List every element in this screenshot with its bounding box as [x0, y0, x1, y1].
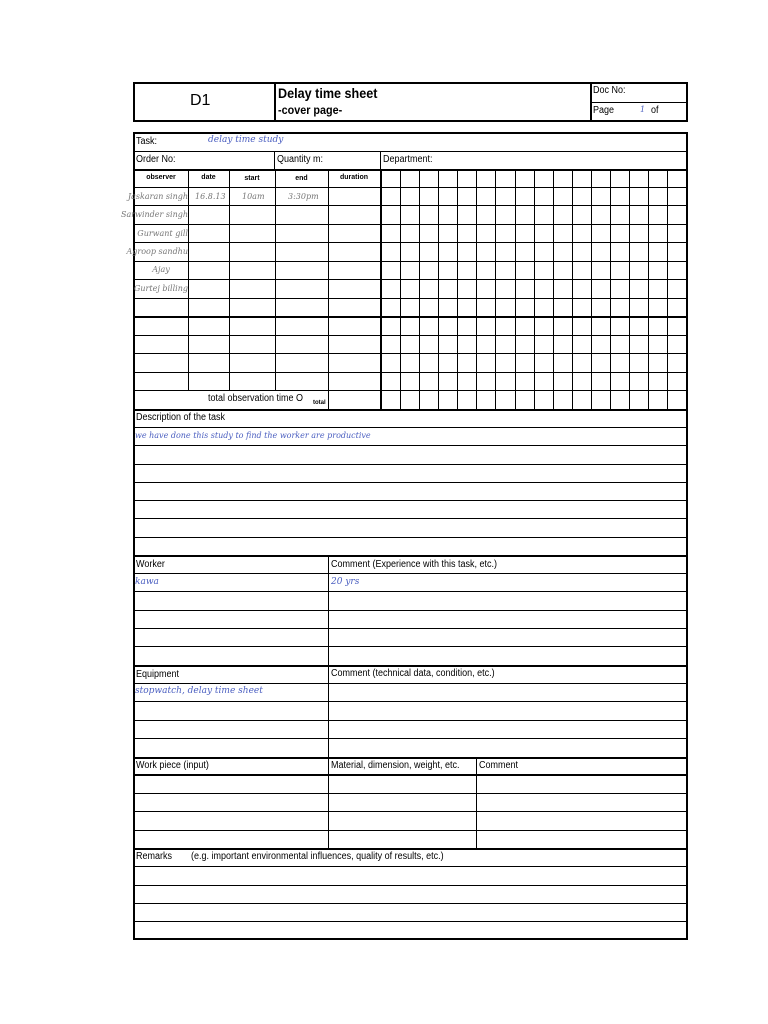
grid-col: [438, 169, 439, 409]
desc-section-end: [133, 555, 688, 557]
obs-row-line: [133, 298, 688, 299]
obs-row-line: [133, 390, 688, 391]
obs-row-line: [133, 224, 688, 225]
worker-label: Worker: [136, 559, 165, 570]
page-of-label: of: [651, 105, 659, 116]
obs-row-line: [133, 205, 688, 206]
grid-col: [515, 169, 516, 409]
grid-col: [629, 169, 630, 409]
obs-header-date: date: [201, 174, 216, 181]
desc-line: [133, 537, 688, 538]
observer-cell[interactable]: Gurtej billing: [134, 284, 188, 293]
task-value[interactable]: delay time study: [208, 135, 284, 145]
obs-header-end: end: [295, 175, 308, 182]
remarks-label: Remarks: [136, 851, 173, 862]
desc-line: [133, 500, 688, 501]
grid-col: [667, 169, 668, 409]
grid-col: [534, 169, 535, 409]
workpiece-divider-1: [328, 757, 329, 848]
equipment-line: [133, 683, 688, 684]
workpiece-line: [133, 830, 688, 831]
observer-cell[interactable]: Gurwant gill: [137, 229, 188, 238]
order-no-label: Order No:: [136, 154, 176, 165]
desc-line: [133, 482, 688, 483]
grid-col: [419, 169, 420, 409]
worker-section-end: [133, 665, 688, 667]
workpiece-header-line: [133, 774, 688, 776]
remarks-line: [133, 885, 688, 886]
grid-col: [457, 169, 458, 409]
grid-col: [400, 169, 401, 409]
obs-header-observer: observer: [146, 174, 176, 181]
workpiece-line: [133, 793, 688, 794]
obs-row-line: [133, 261, 688, 262]
description-value[interactable]: we have done this study to find the worker are productive: [135, 431, 371, 440]
worker-comment-label: Comment (Experience with this task, etc.): [331, 559, 498, 570]
workpiece-material-label: Material, dimension, weight, etc.: [331, 760, 460, 771]
department-label: Department:: [383, 154, 433, 165]
form-frame: [121, 132, 688, 940]
worker-line: [133, 573, 688, 574]
worker-line: [133, 610, 688, 611]
remarks-hint: (e.g. important environmental influences, quality of results, etc.): [191, 851, 444, 862]
grid-col: [648, 169, 649, 409]
remarks-line: [133, 903, 688, 904]
end-cell[interactable]: 3:30pm: [288, 192, 319, 201]
observer-cell[interactable]: Sarwinder singh: [121, 210, 188, 219]
equipment-value[interactable]: stopwatch, delay time sheet: [135, 686, 263, 696]
date-cell[interactable]: 16.8.13: [195, 192, 226, 201]
order-divider-1: [274, 151, 275, 169]
grid-col: [610, 169, 611, 409]
grid-col: [495, 169, 496, 409]
header-divider-h: [590, 102, 688, 103]
task-row-line: [133, 151, 688, 152]
workpiece-section-end: [133, 848, 688, 850]
worker-value[interactable]: kawa: [135, 577, 159, 587]
observer-cell[interactable]: Jaskaran singh: [127, 192, 188, 201]
description-label: Description of the task: [136, 412, 226, 423]
desc-line: [133, 427, 688, 428]
quantity-label: Quantity m:: [277, 154, 324, 165]
worker-line: [133, 646, 688, 647]
equipment-label: Equipment: [136, 669, 180, 680]
desc-line: [133, 464, 688, 465]
obs-header-duration: duration: [340, 174, 368, 181]
observer-cell[interactable]: Ajay: [152, 265, 170, 274]
workpiece-label: Work piece (input): [136, 760, 209, 771]
worker-line: [133, 591, 688, 592]
equipment-line: [133, 701, 688, 702]
obs-row-line: [133, 353, 688, 354]
obs-row-line: [133, 279, 688, 280]
total-observation-label: total observation time O: [208, 393, 304, 404]
remarks-line: [133, 921, 688, 922]
grid-col: [591, 169, 592, 409]
order-divider-2: [380, 151, 381, 169]
form-subtitle: -cover page-: [278, 103, 343, 117]
form-title: Delay time sheet: [278, 85, 378, 101]
equipment-section-end: [133, 757, 688, 759]
equipment-comment-label: Comment (technical data, condition, etc.): [331, 668, 495, 679]
obs-row-line: [133, 335, 688, 336]
order-row-line: [133, 169, 688, 171]
observer-cell[interactable]: Agroop sandhu: [126, 247, 188, 256]
total-subscript: total: [313, 400, 326, 406]
workpiece-comment-label: Comment: [479, 760, 519, 771]
form-code: D1: [190, 92, 211, 109]
worker-comment-value[interactable]: 20 yrs: [331, 577, 360, 587]
obs-section-end: [133, 409, 688, 411]
page-number[interactable]: 1: [640, 105, 646, 114]
remarks-line: [133, 866, 688, 867]
doc-no-label: Doc No:: [593, 85, 626, 96]
obs-row-line: [133, 316, 688, 318]
workpiece-line: [133, 811, 688, 812]
start-cell[interactable]: 10am: [242, 192, 265, 201]
worker-line: [133, 628, 688, 629]
grid-col: [476, 169, 477, 409]
task-label: Task:: [136, 136, 158, 147]
workpiece-divider-2: [476, 757, 477, 848]
header-divider-1: [274, 82, 276, 122]
obs-row-line: [133, 372, 688, 373]
grid-col: [572, 169, 573, 409]
equipment-line: [133, 738, 688, 739]
obs-header-start: start: [244, 175, 260, 182]
equipment-divider: [328, 665, 329, 757]
obs-row-line: [133, 187, 688, 188]
page-label: Page: [593, 105, 615, 116]
desc-line: [133, 445, 688, 446]
grid-col: [553, 169, 554, 409]
desc-line: [133, 518, 688, 519]
obs-row-line: [133, 242, 688, 243]
equipment-line: [133, 720, 688, 721]
